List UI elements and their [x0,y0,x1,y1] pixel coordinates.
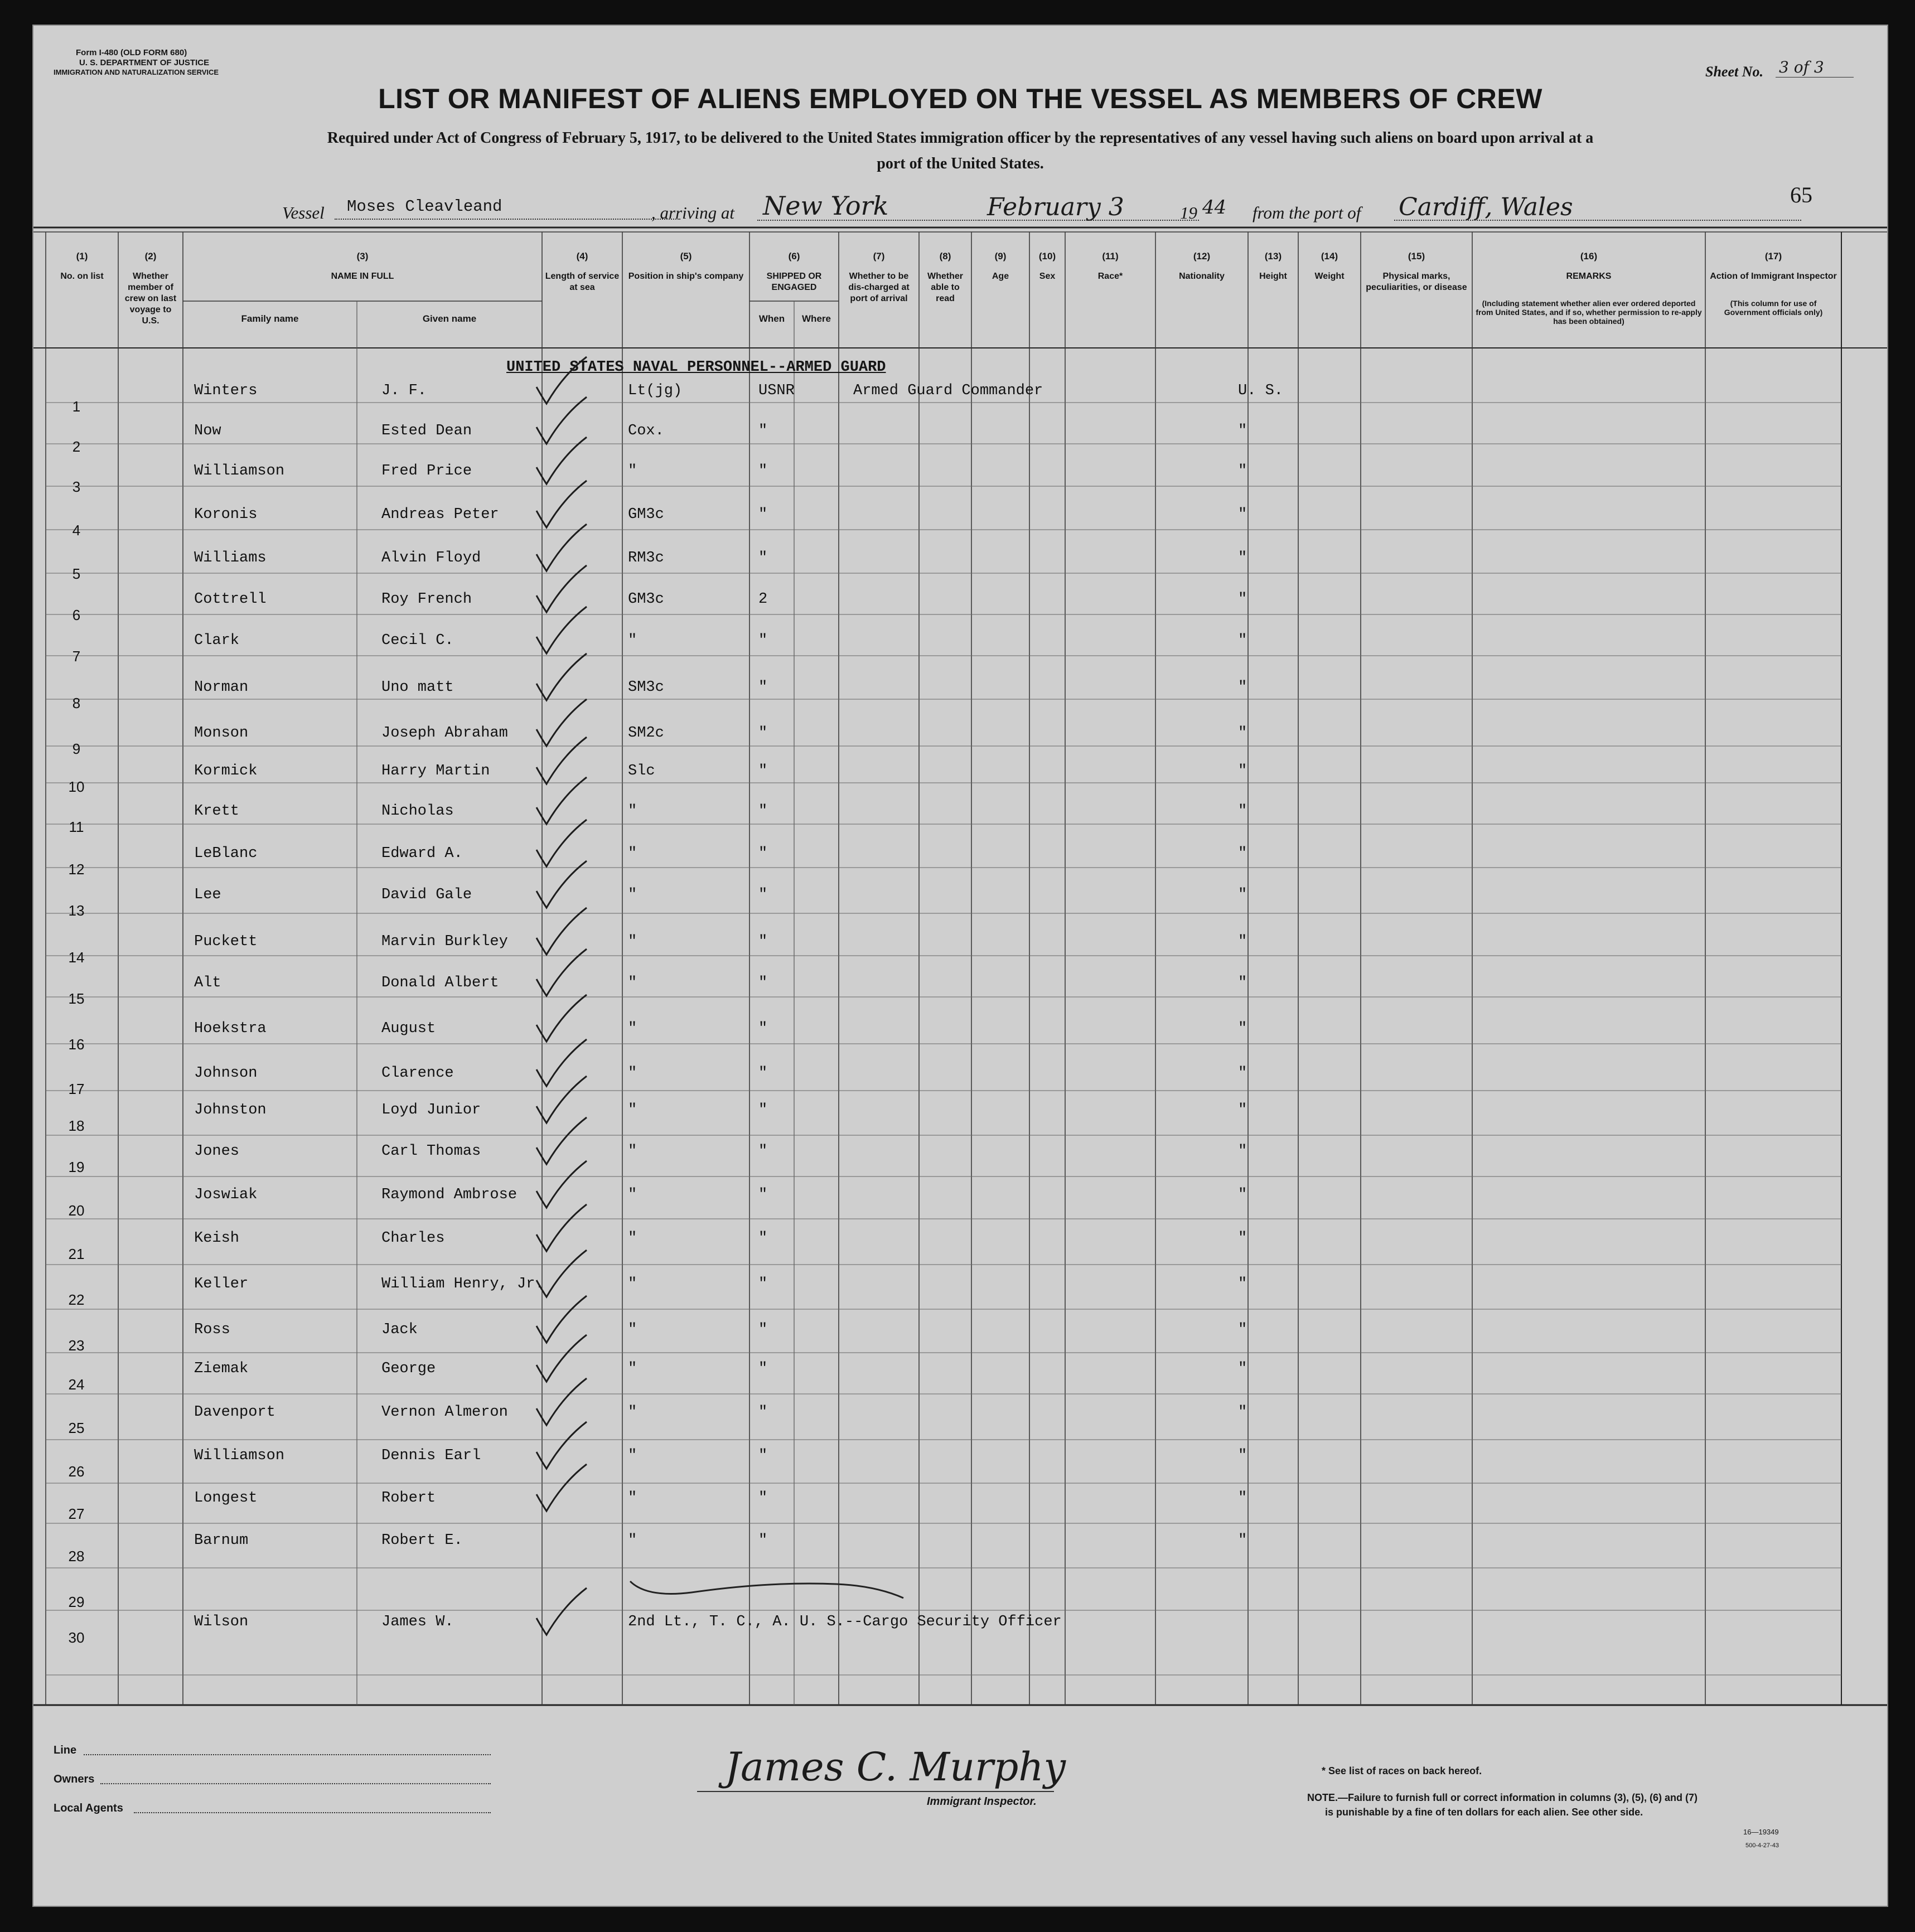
given-name: Roy French [381,591,472,608]
shipped-when: " [758,1102,768,1118]
agents-underline [134,1812,491,1813]
department: U. S. DEPARTMENT OF JUSTICE [79,58,210,67]
family-name: Monson [194,725,249,742]
nationality: " [1238,845,1247,862]
position: " [628,1102,637,1118]
given-name: Charles [381,1230,445,1247]
row-number: 15 [68,990,85,1007]
position: RM3c [628,550,664,566]
family-name: Clark [194,632,240,649]
given-name: Jack [381,1321,418,1338]
column-number: (3) [356,251,369,262]
row-number: 21 [68,1246,85,1262]
family-name: Krett [194,803,240,820]
column-label: No. on list [60,272,104,281]
nationality: " [1238,423,1247,439]
section-heading: UNITED STATES NAVAL PERSONNEL--ARMED GUARD [506,359,886,376]
note-line2: is punishable by a fine of ten dollars for each alien. See other side. [1325,1807,1643,1818]
position: Lt(jg) [628,382,683,399]
row-number: 23 [68,1337,85,1354]
row-number: 6 [72,607,81,623]
sheet-number: 3 of 3 [1779,58,1824,76]
family-name: Keish [194,1230,240,1247]
owners-underline [100,1783,491,1784]
column-label: Length of service at sea [545,272,620,292]
nationality: " [1238,1321,1247,1338]
given-name: Carl Thomas [381,1143,481,1160]
shipped-when: " [758,1404,768,1421]
page-title: LIST OR MANIFEST OF ALIENS EMPLOYED ON THE VESSEL AS MEMBERS OF CREW [378,83,1542,114]
position: " [628,803,637,820]
column-label: Age [992,272,1009,281]
column-label: Sex [1039,272,1056,281]
position: GM3c [628,506,664,523]
shipped-when: " [758,933,768,950]
shipped-when: " [758,725,768,742]
family-name: Joswiak [194,1187,258,1203]
position: " [628,845,637,862]
given-name: Andreas Peter [381,506,499,523]
line-underline [84,1754,491,1755]
local-agents-label: Local Agents [54,1802,123,1814]
shipped-when: " [758,1187,768,1203]
given-name: Edward A. [381,845,463,862]
given-name: David Gale [381,887,472,903]
column-number: (2) [144,251,157,262]
column-label: Whether member of crew on last voyage to U.S. [124,272,177,326]
given-name: Clarence [381,1065,454,1082]
nationality: " [1238,725,1247,742]
row-number: 26 [68,1463,85,1480]
row-number: 25 [68,1420,85,1436]
family-name: Williams [194,550,267,566]
column-label: Whether able to read [927,272,963,303]
shipped-when: " [758,1230,768,1247]
family-name: LeBlanc [194,845,258,862]
nationality: " [1238,1447,1247,1464]
family-name: Norman [194,679,249,696]
print-code: 16—19349 [1743,1828,1779,1836]
vessel-label: Vessel [282,203,325,222]
note-line1: NOTE.—Failure to furnish full or correct information in columns (3), (5), (6) and (7) [1307,1792,1698,1803]
family-name: Keller [194,1276,249,1292]
family-name: Alt [194,975,221,991]
row-number: 7 [72,648,81,665]
family-name: Williamson [194,1447,285,1464]
nationality: " [1238,463,1247,480]
position: " [628,887,637,903]
column-sublabel: Given name [422,313,477,324]
nationality: " [1238,1187,1247,1203]
family-name: Jones [194,1143,240,1160]
family-name: Barnum [194,1532,249,1549]
position: " [628,1532,637,1549]
nationality: " [1238,975,1247,991]
column-sublabel: (Including statement whether alien ever ordered deported from United States, and if so, whether permission to re-apply has been obtained) [1476,299,1702,326]
position: " [628,1276,637,1292]
row-number: 22 [68,1291,85,1308]
shipped-when: " [758,1020,768,1037]
column-label: Nationality [1179,272,1225,281]
nationality: " [1238,1143,1247,1160]
given-name: Raymond Ambrose [381,1187,518,1203]
column-label: Height [1259,272,1287,281]
shipped-when: " [758,887,768,903]
family-name: Ziemak [194,1360,249,1377]
shipped-when: " [758,1065,768,1082]
position: Slc [628,763,655,779]
line-label: Line [54,1744,77,1756]
column-number: (1) [76,251,88,262]
column-number: (6) [788,251,800,262]
column-sublabel: When [758,313,785,324]
shipped-when: " [758,803,768,820]
shipped-when: " [758,632,768,649]
signature-caption: Immigrant Inspector. [927,1795,1037,1808]
row-number: 12 [68,861,85,878]
nationality: " [1238,1276,1247,1292]
given-name: William Henry, Jr. [381,1276,544,1292]
family-name: Wilson [194,1614,249,1630]
shipped-when: " [758,506,768,523]
check-mark-icon [524,1460,591,1515]
family-name: Koronis [194,506,258,523]
inspector-signature: James C. Murphy [725,1744,1066,1790]
family-name: Johnston [194,1102,267,1118]
row-number: 2 [72,438,81,455]
column-label: Physical marks, peculiarities, or disease [1366,272,1467,292]
position: Cox. [628,423,664,439]
column-number: (15) [1408,251,1425,262]
position: " [628,1360,637,1377]
shipped-when: " [758,423,768,439]
column-label: Action of Immigrant Inspector [1710,272,1837,281]
row-number: 28 [68,1548,85,1565]
position: " [628,1065,637,1082]
arriving-port: New York [763,191,889,221]
shipped-when: " [758,1360,768,1377]
column-number: (17) [1764,251,1782,262]
shipped-when: " [758,463,768,480]
handwritten-stroke [625,1565,915,1615]
given-name: Vernon Almeron [381,1404,508,1421]
shipped-when: " [758,845,768,862]
row-number: 16 [68,1036,85,1053]
column-number: (14) [1321,251,1338,262]
shipped-when: " [758,1447,768,1464]
row-number: 5 [72,565,81,582]
nationality: " [1238,933,1247,950]
column-label: REMARKS [1566,272,1612,281]
column-label: Race* [1097,272,1123,281]
column-label: Whether to be dis-charged at port of arrival [848,272,910,303]
position: SM3c [628,679,664,696]
family-name: Kormick [194,763,258,779]
year-prefix: 19 [1180,203,1197,222]
column-sublabel: (This column for use of Government officials only) [1724,299,1823,317]
signature-line [697,1791,1054,1792]
column-sublabel: Family name [241,313,299,324]
sheet-label: Sheet No. [1705,64,1763,80]
subtitle-line2: port of the United States. [877,155,1044,172]
nationality: " [1238,1404,1247,1421]
given-name: Robert [381,1490,436,1507]
nationality: " [1238,763,1247,779]
row-number: 30 [68,1629,85,1646]
nationality: " [1238,887,1247,903]
row-number: 4 [72,522,81,539]
form-id: Form I-480 (OLD FORM 680) [76,48,187,57]
nationality: " [1238,803,1247,820]
position: " [628,1490,637,1507]
year-suffix: 44 [1202,196,1227,219]
position: GM3c [628,591,664,608]
column-number: (4) [576,251,588,262]
shipped-when: " [758,1321,768,1338]
service: IMMIGRATION AND NATURALIZATION SERVICE [54,68,219,76]
position: " [628,1447,637,1464]
shipped-when: USNR [758,382,795,399]
row-number: 1 [72,398,81,415]
given-name: George [381,1360,436,1377]
given-name: Alvin Floyd [381,550,481,566]
shipped-when: " [758,1532,768,1549]
row-number: 9 [72,740,81,757]
row-number: 11 [69,819,84,835]
nationality: " [1238,591,1247,608]
shipped-when: " [758,550,768,566]
family-name: Now [194,423,221,439]
position: " [628,1143,637,1160]
family-name: Puckett [194,933,258,950]
shipped-when: " [758,1276,768,1292]
given-name: Nicholas [381,803,454,820]
position: " [628,975,637,991]
shipped-when: " [758,975,768,991]
position: " [628,632,637,649]
given-name: Dennis Earl [381,1447,481,1464]
manifest-sheet [32,25,1888,1907]
column-number: (9) [994,251,1007,262]
family-name: Hoekstra [194,1020,267,1037]
given-name: James W. [381,1614,454,1630]
position: SM2c [628,725,664,742]
nationality: " [1238,1532,1247,1549]
family-name: Davenport [194,1404,275,1421]
race-note: * See list of races on back hereof. [1322,1765,1482,1776]
nationality: " [1238,550,1247,566]
column-number: (5) [680,251,692,262]
check-mark-icon [524,1584,591,1639]
given-name: Fred Price [381,463,472,480]
given-name: Robert E. [381,1532,463,1549]
position: " [628,1020,637,1037]
position: " [628,1230,637,1247]
position: " [628,1404,637,1421]
print-code-2: 500-4-27-43 [1745,1842,1779,1849]
given-name: Joseph Abraham [381,725,508,742]
remark-note: Armed Guard Commander [853,382,1043,399]
column-number: (10) [1038,251,1056,262]
page-number: 65 [1790,182,1812,207]
arriving-label: , arriving at [651,203,734,222]
row-number: 3 [72,478,81,495]
row-number: 19 [68,1159,85,1175]
shipped-when: " [758,763,768,779]
family-name: Lee [194,887,221,903]
nationality: " [1238,632,1247,649]
owners-label: Owners [54,1773,95,1785]
position: " [628,463,637,480]
family-name: Ross [194,1321,230,1338]
family-name: Williamson [194,463,285,480]
position: 2nd Lt., T. C., A. U. S.--Cargo Security Officer [628,1614,1062,1630]
row-number: 20 [68,1202,85,1219]
row-number: 10 [68,778,85,795]
given-name: Loyd Junior [381,1102,481,1118]
family-name: Cottrell [194,591,267,608]
from-label: from the port of [1253,203,1361,222]
nationality: " [1238,1020,1247,1037]
subtitle-line1: Required under Act of Congress of February 5, 1917, to be delivered to the United States immigration officer by the representatives of any vessel having such aliens on board upon arrival at a [327,129,1594,147]
row-number: 27 [68,1505,85,1522]
given-name: Cecil C. [381,632,454,649]
nationality: " [1238,506,1247,523]
column-number: (11) [1102,251,1119,262]
column-label: Position in ship's company [628,272,744,281]
shipped-when: 2 [758,591,768,608]
given-name: J. F. [381,382,427,399]
column-number: (13) [1264,251,1282,262]
shipped-when: " [758,679,768,696]
row-number: 18 [68,1117,85,1134]
row-number: 13 [68,902,85,919]
row-number: 29 [68,1594,85,1610]
column-sublabel: Where [802,313,831,324]
row-number: 17 [68,1081,85,1097]
shipped-when: " [758,1490,768,1507]
given-name: Uno matt [381,679,454,696]
given-name: Marvin Burkley [381,933,508,950]
given-name: Harry Martin [381,763,490,779]
shipped-when: " [758,1143,768,1160]
row-number: 24 [68,1376,85,1393]
given-name: Donald Albert [381,975,499,991]
column-number: (16) [1580,251,1598,262]
column-label: SHIPPED OR ENGAGED [766,272,822,292]
nationality: U. S. [1238,382,1284,399]
family-name: Winters [194,382,258,399]
column-label: NAME IN FULL [331,272,394,281]
row-number: 14 [68,949,85,966]
nationality: " [1238,679,1247,696]
given-name: August [381,1020,436,1037]
position: " [628,933,637,950]
given-name: Ested Dean [381,423,472,439]
family-name: Longest [194,1490,258,1507]
nationality: " [1238,1360,1247,1377]
position: " [628,1321,637,1338]
row-number: 8 [72,695,81,711]
column-number: (12) [1193,251,1211,262]
column-label: Weight [1314,272,1345,281]
vessel-name: Moses Cleavleand [347,197,502,216]
arrival-date: February 3 [987,193,1124,221]
nationality: " [1238,1065,1247,1082]
column-number: (7) [873,251,885,262]
column-number: (8) [939,251,951,262]
nationality: " [1238,1490,1247,1507]
nationality: " [1238,1230,1247,1247]
position: " [628,1187,637,1203]
from-port: Cardiff, Wales [1399,193,1573,221]
family-name: Johnson [194,1065,258,1082]
nationality: " [1238,1102,1247,1118]
